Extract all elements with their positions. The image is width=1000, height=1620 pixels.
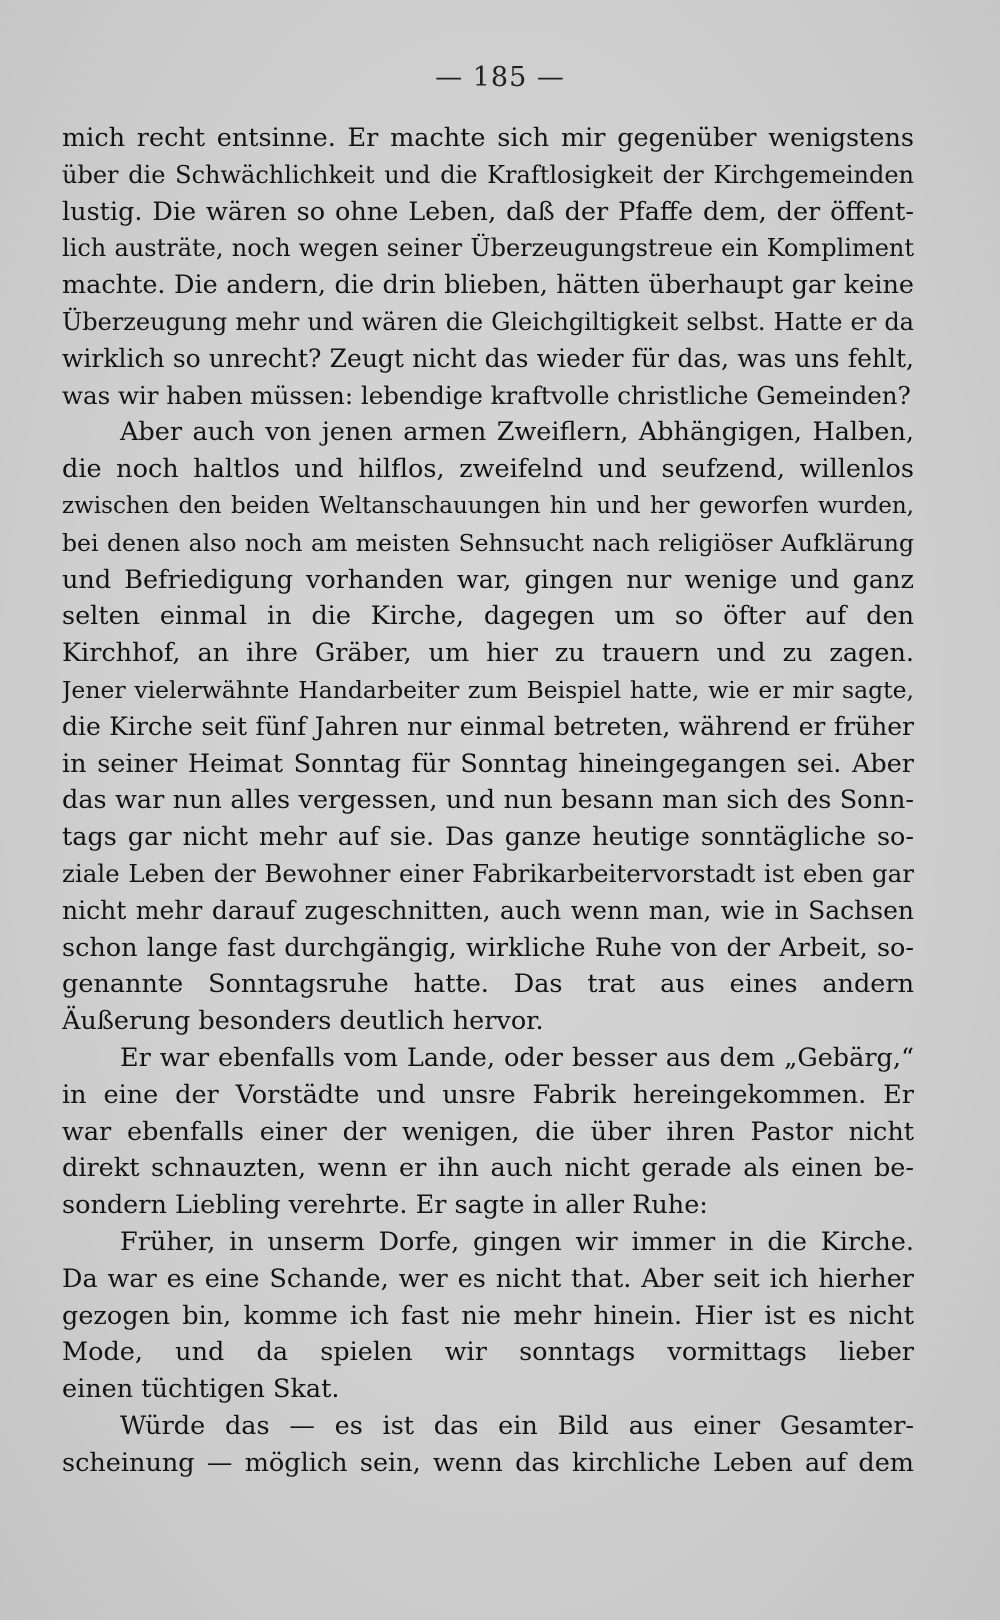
text-line: bei denen also noch am meisten Sehnsucht nach religiöser Aufklärung (62, 528, 914, 557)
text-line: zwischen den beiden Weltanschauungen hin und her geworfen wurden, (62, 492, 914, 519)
text-line: Mode, und da spielen wir sonntags vormittags lieber (62, 1337, 914, 1368)
text-line: lustig. Die wären so ohne Leben, daß der Pfaffe dem, der öffent- (62, 196, 914, 227)
text-line: das war nun alles vergessen, und nun besann man sich des Sonn- (62, 785, 914, 816)
text-line: die Kirche seit fünf Jahren nur einmal betreten, während er früher (62, 711, 914, 741)
text-line: was wir haben müssen: lebendige kraftvolle christliche Gemeinden? (62, 380, 911, 410)
text-line: und Befriedigung vorhanden war, gingen nur wenige und ganz (62, 564, 914, 595)
text-line: nicht mehr darauf zugeschnitten, auch wenn man, wie in Sachsen (62, 895, 914, 925)
text-line: Aber auch von jenen armen Zweiflern, Abhängigen, Halben, (120, 417, 914, 448)
text-line: mich recht entsinne. Er machte sich mir gegenüber wenigstens (62, 123, 914, 153)
text-line: war ebenfalls einer der wenigen, die über ihren Pastor nicht (62, 1116, 914, 1147)
text-line: einen tüchtigen Skat. (62, 1374, 340, 1405)
text-line: über die Schwächlichkeit und die Kraftlosigkeit der Kirchgemeinden (62, 160, 914, 189)
text-line: scheinung — möglich sein, wenn das kirchliche Leben auf dem (62, 1447, 914, 1478)
text-line: gezogen bin, komme ich fast nie mehr hinein. Hier ist es nicht (62, 1300, 914, 1331)
text-line: tags gar nicht mehr auf sie. Das ganze heutige sonntägliche so- (62, 822, 914, 853)
text-line: Überzeugung mehr und wären die Gleichgiltigkeit selbst. Hatte er da (62, 307, 914, 336)
text-line: Jener vielerwähnte Handarbeiter zum Beispiel hatte, wie er mir sagte, (62, 675, 914, 704)
text-line: die noch haltlos und hilflos, zweifelnd und seufzend, willenlos (62, 454, 914, 485)
text-line: ziale Leben der Bewohner einer Fabrikarbeitervorstadt ist eben gar (62, 858, 914, 888)
text-line: sondern Liebling verehrte. Er sagte in aller Ruhe: (62, 1190, 708, 1221)
text-line: direkt schnauzten, wenn er ihn auch nicht gerade als einen be- (62, 1153, 914, 1184)
text-line: Da war es eine Schande, wer es nicht that. Aber seit ich hierher (62, 1263, 914, 1294)
text-line: Er war ebenfalls vom Lande, oder besser aus dem „Gebärg,“ (120, 1042, 914, 1073)
text-line: genannte Sonntagsruhe hatte. Das trat aus eines andern (62, 969, 914, 1000)
text-line: machte. Die andern, die drin blieben, hätten überhaupt gar keine (62, 270, 914, 301)
text-line: Äußerung besonders deutlich hervor. (62, 1006, 544, 1037)
text-line: in eine der Vorstädte und unsre Fabrik hereingekommen. Er (62, 1079, 914, 1110)
text-line: Früher, in unserm Dorfe, gingen wir immer in die Kirche. (120, 1226, 914, 1257)
text-line: Kirchhof, an ihre Gräber, um hier zu trauern und zu zagen. (62, 638, 914, 669)
text-line: wirklich so unrecht? Zeugt nicht das wieder für das, was uns fehlt, (62, 343, 914, 373)
text-line: Würde das — es ist das ein Bild aus einer Gesamter- (120, 1410, 914, 1441)
text-line: in seiner Heimat Sonntag für Sonntag hineingegangen sei. Aber (62, 748, 914, 779)
text-line: lich austräte, noch wegen seiner Überzeugungstreue ein Kompliment (62, 234, 914, 263)
text-line: selten einmal in die Kirche, dagegen um so öfter auf den (62, 601, 914, 632)
text-line: schon lange fast durchgängig, wirkliche Ruhe von der Arbeit, so- (62, 932, 914, 963)
page-number: — 185 — (435, 62, 565, 93)
body-text (62, 120, 914, 1481)
